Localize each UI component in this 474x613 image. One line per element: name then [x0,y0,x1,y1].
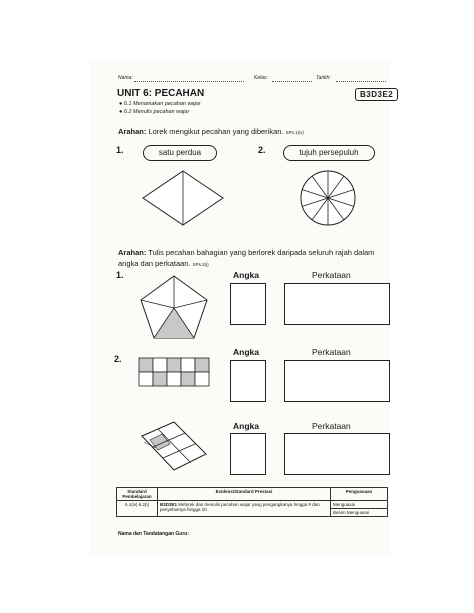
tarikh-line [336,81,386,82]
s2-item2-angka-header: Angka [233,347,259,357]
col-penguasaan: Penguasaan [331,488,388,501]
objective-2: ● 6.2 Menulis pecahan wajar [119,109,190,115]
evidence-desc: B3D3E1 Meforek dan menulis pecahan wajar yang pengangkanya hingga 9 dan penyebutnya hingga 10 [158,501,331,517]
grid-cell [181,372,195,386]
unit-code: B3D3E2 [355,88,398,101]
grid-cell [167,358,181,372]
col-evidens: Evidens/Standard Prestasi [158,488,331,501]
grid-cell [139,372,153,386]
col-standard: Standard Pembelajaran [117,488,158,501]
s2-item3-angka-answer[interactable] [230,433,266,475]
s2-item2-number: 2. [114,354,122,364]
section1-instruction: Arahan: Lorek mengikut pecahan yang diberikan. SPs.1(iv) [118,127,304,136]
option-menguasai[interactable]: Menguasai [331,501,388,509]
grid-strip-shape [136,356,212,388]
grid-cell [153,358,167,372]
s2-item3-perkataan-header: Perkataan [312,421,351,431]
diamond-shape[interactable] [140,168,226,228]
grid-cell [153,372,167,386]
evidence-table [116,487,388,517]
s2-item1-perkataan-answer[interactable] [284,283,390,325]
s2-item3-angka-header: Angka [233,421,259,431]
s2-item1-number: 1. [116,270,124,280]
grid-cell [195,358,209,372]
s2-item1-angka-answer[interactable] [230,283,266,325]
section2-instruction: Arahan: Tulis pecahan bahagian yang berlorek daripada seluruh rajah dalam angka dan perkataan. SPs.2(i) [118,248,375,268]
teacher-signature-label: Nama dan Tandatangan Guru: [118,531,190,537]
s1-item1-number: 1. [116,145,124,155]
nama-line [134,81,244,82]
objective-1: ● 6.1 Menamakan pecahan wajar [119,101,201,107]
s2-item2-angka-answer[interactable] [230,360,266,402]
tarikh-label: Tarikh: [316,75,331,81]
circle-ten-parts[interactable] [298,168,358,228]
grid-cell [167,372,181,386]
grid-cell [181,358,195,372]
s2-item2-perkataan-header: Perkataan [312,347,351,357]
grid-cell [139,358,153,372]
s2-item1-angka-header: Angka [233,270,259,280]
unit-title: UNIT 6: PECAHAN [117,88,205,99]
pentagon-shape [138,272,210,342]
sp-ref: 6.1(iv) 6.2(i) [117,501,158,517]
s2-item2-perkataan-answer[interactable] [284,360,390,402]
s2-item3-perkataan-answer[interactable] [284,433,390,475]
s1-item1-label: satu perdua [143,145,217,161]
kelas-label: Kelas: [254,75,268,81]
kelas-line [272,81,312,82]
option-belum-menguasai[interactable]: Belum Menguasai [331,509,388,517]
s2-item1-perkataan-header: Perkataan [312,270,351,280]
s1-item2-number: 2. [258,145,266,155]
nama-label: Nama: [118,75,133,81]
parallelogram-grid-shape [136,418,212,474]
grid-cell [195,372,209,386]
s1-item2-label: tujuh persepuluh [283,145,375,161]
